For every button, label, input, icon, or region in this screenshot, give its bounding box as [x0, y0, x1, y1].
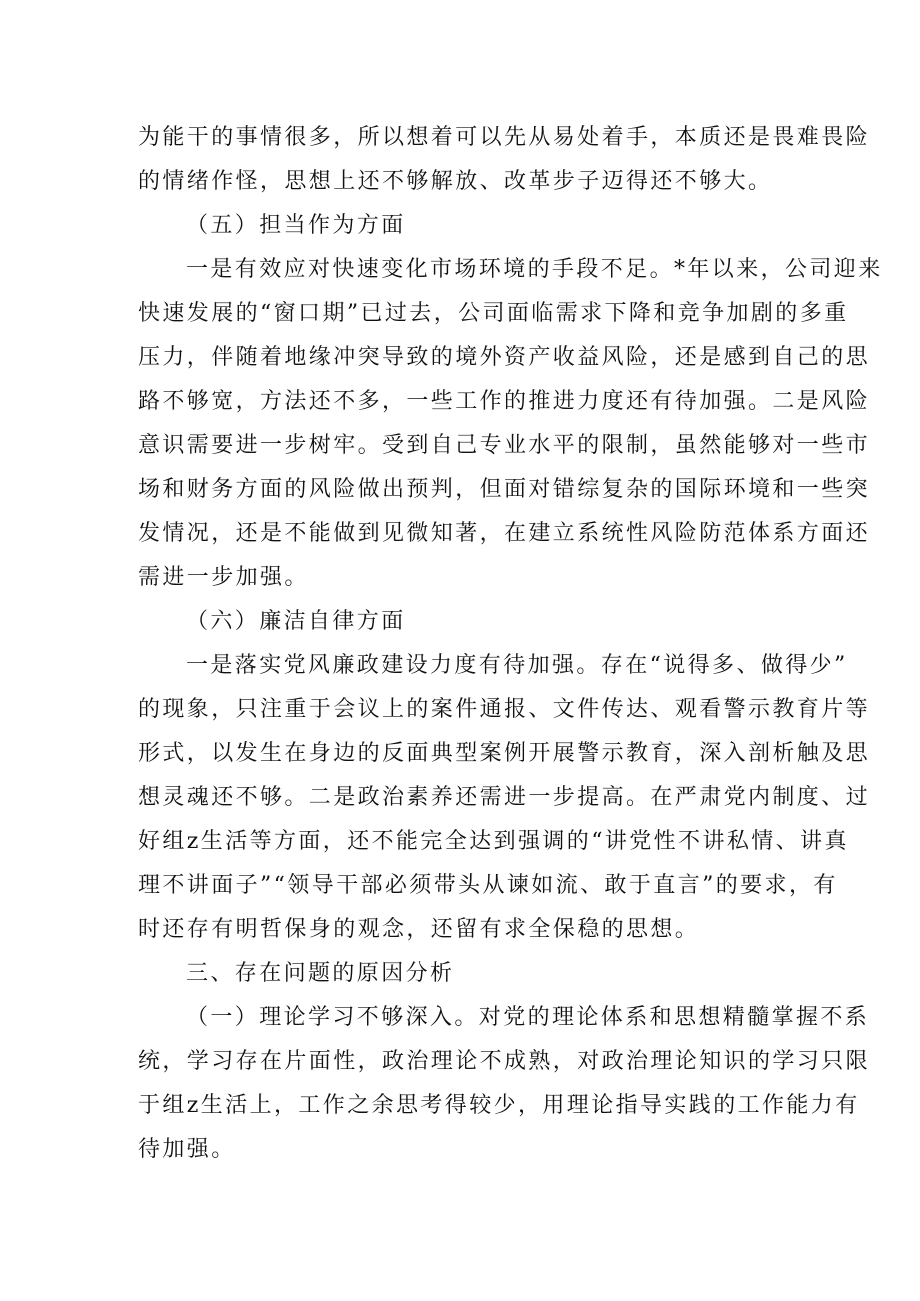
section-heading-6: （六）廉洁自律方面 — [186, 609, 406, 634]
paragraph-line: 的情绪作怪，思想上还不够解放、改革步子迈得还不够大。 — [138, 169, 773, 194]
paragraph-line: 发情况，还是不能做到见微知著，在建立系统性风险防范体系方面还 — [138, 521, 871, 546]
paragraph-line: 时还存有明哲保身的观念，还留有求全保稳的思想。 — [138, 917, 700, 942]
paragraph-line: （一）理论学习不够深入。对党的理论体系和思想精髓掌握不系 — [186, 1005, 870, 1030]
paragraph-line: 于组z生活上，工作之余思考得较少，用理论指导实践的工作能力有 — [138, 1093, 860, 1118]
section-heading-5: （五）担当作为方面 — [186, 213, 406, 238]
paragraph-line: 为能干的事情很多，所以想着可以先从易处着手，本质还是畏难畏险 — [138, 125, 871, 150]
paragraph-line: 一是有效应对快速变化市场环境的手段不足。*年以来，公司迎来 — [186, 257, 883, 282]
paragraph-line: 的现象，只注重于会议上的案件通报、文件传达、观看警示教育片等 — [138, 697, 871, 722]
section-heading-3: 三、存在问题的原因分析 — [186, 961, 455, 986]
paragraph-line: 压力，伴随着地缘冲突导致的境外资产收益风险，还是感到自己的思 — [138, 345, 871, 370]
paragraph-line: 好组z生活等方面，还不能完全达到强调的“讲党性不讲私情、讲真 — [138, 829, 849, 854]
paragraph-line: 场和财务方面的风险做出预判，但面对错综复杂的国际环境和一些突 — [138, 477, 871, 502]
paragraph-line: 理不讲面子”“领导干部必须带头从谏如流、敢于直言”的要求，有 — [138, 873, 838, 898]
paragraph-line: 想灵魂还不够。二是政治素养还需进一步提高。在严肃党内制度、过 — [138, 785, 871, 810]
paragraph-line: 待加强。 — [138, 1137, 236, 1162]
paragraph-line: 统，学习存在片面性，政治理论不成熟，对政治理论知识的学习只限 — [138, 1049, 871, 1074]
paragraph-line: 需进一步加强。 — [138, 565, 309, 590]
paragraph-line: 形式，以发生在身边的反面典型案例开展警示教育，深入剖析触及思 — [138, 741, 871, 766]
paragraph-line: 路不够宽，方法还不多，一些工作的推进力度还有待加强。二是风险 — [138, 389, 871, 414]
paragraph-line: 一是落实党风廉政建设力度有待加强。存在“说得多、做得少” — [186, 653, 848, 678]
paragraph-line: 快速发展的“窗口期”已过去，公司面临需求下降和竞争加剧的多重 — [138, 301, 849, 326]
paragraph-line: 意识需要进一步树牢。受到自己专业水平的限制，虽然能够对一些市 — [138, 433, 871, 458]
